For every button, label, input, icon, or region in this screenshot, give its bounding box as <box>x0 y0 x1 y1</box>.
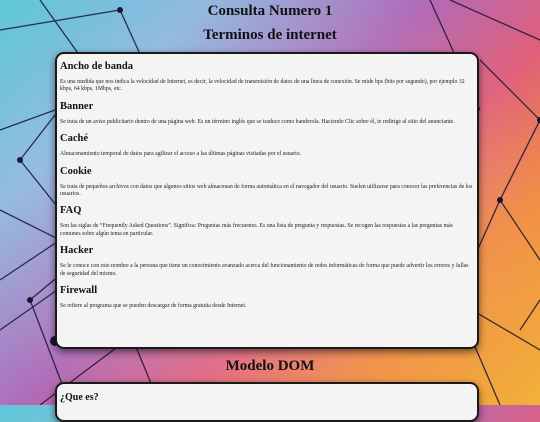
glossary-definition: Almacenamiento temporal de datos para agilizar el acceso a las últimas páginas visitadas por el usuario. <box>60 151 302 158</box>
dom-question: ¿Que es? <box>60 392 99 403</box>
glossary-term: Caché <box>60 133 88 145</box>
glossary-item <box>60 100 474 126</box>
glossary-card <box>55 52 479 349</box>
glossary-term: Banner <box>60 100 94 112</box>
glossary-item <box>60 165 474 199</box>
glossary-item <box>60 284 474 310</box>
glossary-term: Ancho de banda <box>60 61 133 72</box>
glossary-item <box>60 244 474 278</box>
glossary-definition: Se le conoce con este nombre a la persona que tiene un conocimiento avanzado acerca del funcionamiento de redes informáticas de forma que puede advertir los errores y fallas de seguridad del mismo. <box>60 263 469 277</box>
glossary-term: Cookie <box>60 165 92 177</box>
glossary-definition: Se trata de un aviso publicitario dentro de una página web. Es un término inglés que se traduce como banderola. Haciendo Clic sobre él, te redirige al sitio del anunciante. <box>60 118 455 125</box>
glossary-definition: Es una medida que nos indica la velocidad de Internet, es decir, la velocidad de transmisión de datos de una línea de conexión. Se mide bps (bits por segundo), por ejemplo 32 kbps, 64 kbps, 1Mbps, etc. <box>60 79 465 93</box>
glossary-item <box>60 60 474 94</box>
page-title: Consulta Numero 1 <box>207 3 333 19</box>
glossary-definition: Se refiere al programa que se pueden descargar de forma gratuita desde Internet. <box>60 303 247 310</box>
glossary-definition: Se trata de pequeños archivos con datos que algunos sitios web almacenan de forma automática en el navegador del usuario. Suelen utilizarse para conocer las preferencias de los usuarios. <box>60 183 473 198</box>
dom-card <box>55 382 479 422</box>
page-subtitle: Terminos de internet <box>203 27 337 43</box>
section-title-dom: Modelo DOM <box>225 358 315 374</box>
glossary-term: FAQ <box>60 205 82 217</box>
glossary-item <box>60 204 474 238</box>
glossary-definition: Son las siglas de “Frequently Asked Questions”. Significa: Preguntas más frecuentes. Es una lista de pregunta y respuestas. Se recogen las respuestas a las preguntas más comunes sobre algún tema en particular. <box>60 223 453 237</box>
glossary-term: Hacker <box>60 245 94 257</box>
glossary-term: Firewall <box>60 285 98 297</box>
glossary-item <box>60 132 474 158</box>
